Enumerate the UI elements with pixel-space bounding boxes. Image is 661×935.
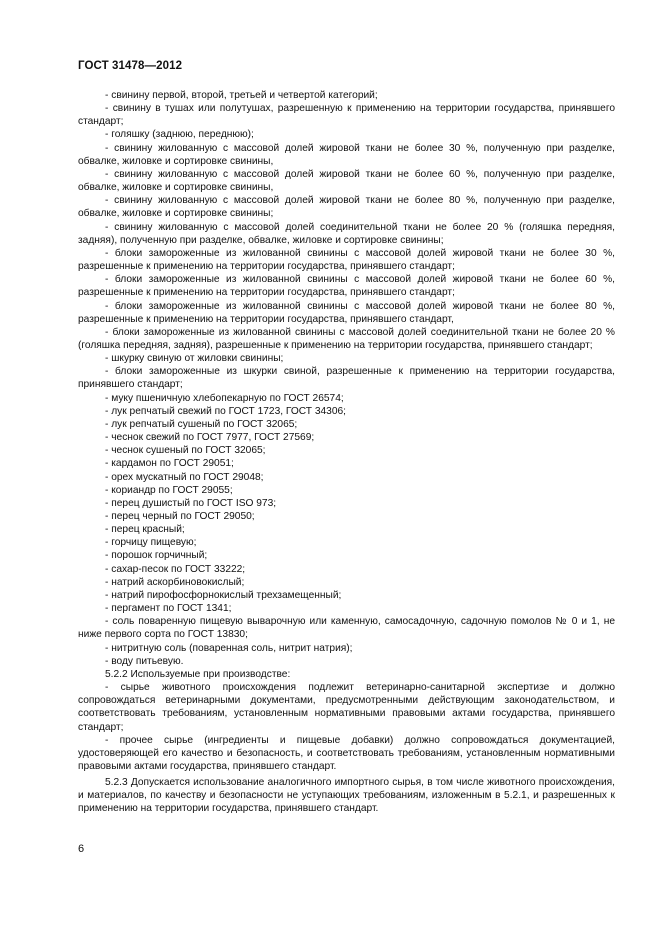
body-paragraph: - соль поваренную пищевую выварочную или каменную, самосадочную, садочную помолов № 0 и 1, не ниже первого сорта по ГОСТ 13830; [78, 616, 615, 641]
body-paragraph: - сырье животного происхождения подлежит ветеринарно-санитарной экспертизе и должно сопровождаться ветеринарными документами, предусмотренными действующим законодательством, и соответствовать требованиям, установленным нормативными правовыми актами государства, принявшего стандарт; [78, 682, 615, 733]
body-paragraph: - натрий аскорбиновокислый; [105, 576, 245, 588]
body-paragraph: - воду питьевую. [105, 655, 184, 667]
body-paragraph: - чеснок сушеный по ГОСТ 32065; [105, 445, 266, 457]
body-paragraph: - блоки замороженные из жилованной свинины с массовой долей жировой ткани не более 30 %, разрешенные к применению на территории государства, принявшего стандарт; [78, 247, 615, 273]
body-paragraph: - свинину первой, второй, третьей и четвертой категорий; [105, 90, 378, 101]
body-paragraph: - горчицу пищевую; [105, 537, 197, 549]
clause-5-2-3: 5.2.3 Допускается использование аналогичного импортного сырья, в том числе животного происхождения, и материалов, по качеству и безопасности не уступающих требованиям, изложенным в 5.2.1, и разрешенных к применению на территории государства, принявшего стандарт. [78, 777, 615, 815]
document-header: ГОСТ 31478—2012 [78, 60, 183, 72]
body-paragraph: - орех мускатный по ГОСТ 29048; [105, 471, 264, 483]
body-paragraph: - кардамон по ГОСТ 29051; [105, 458, 234, 470]
body-paragraph: - перец красный; [105, 524, 185, 536]
body-paragraph: - лук репчатый сушеный по ГОСТ 32065; [105, 418, 298, 430]
body-paragraph: 5.2.2 Используемые при производстве: [105, 668, 291, 680]
body-paragraph: - кориандр по ГОСТ 29055; [105, 484, 233, 496]
body-paragraph: - блоки замороженные из шкурки свиной, разрешенные к применению на территории государства, принявшего стандарт; [78, 366, 615, 391]
body-paragraph: - блоки замороженные из жилованной свинины с массовой долей жировой ткани не более 60 %, разрешенные к применению на территории государства, принявшего стандарт; [78, 274, 615, 299]
body-paragraph: - порошок горчичный; [105, 550, 208, 562]
body-paragraph: - блоки замороженные из жилованной свинины с массовой долей жировой ткани не более 80 %, разрешенные к применению на территории государства, принявшего стандарт, [78, 300, 615, 325]
body-paragraph: - свинину жилованную с массовой долей соединительной ткани не более 20 % (голяшка передняя, задняя), полученную при разделке, обвалке, жиловке и сортировке свинины; [78, 221, 615, 246]
body-paragraph: - лук репчатый свежий по ГОСТ 1723, ГОСТ 34306; [105, 405, 347, 417]
body-paragraph: - перец черный по ГОСТ 29050; [105, 511, 255, 522]
body-paragraph: - прочее сырье (ингредиенты и пищевые добавки) должно сопровождаться документацией, удостоверяющей его качество и безопасность, и соответствовать требованиям, установленным нормативными правовыми актами государства, принявшего стандарт. [78, 734, 615, 772]
body-paragraph: - нитритную соль (поваренная соль, нитрит натрия); [105, 642, 353, 654]
body-paragraph: - чеснок свежий по ГОСТ 7977, ГОСТ 27569; [105, 432, 315, 444]
body-paragraph: - свинину жилованную с массовой долей жировой ткани не более 30 %, полученную при разделке, обвалке, жиловке и сортировке свинины, [78, 142, 615, 167]
body-paragraph: - муку пшеничную хлебопекарную по ГОСТ 26574; [105, 392, 344, 404]
document-body [78, 89, 615, 816]
body-paragraph: - шкурку свиную от жиловки свинины; [105, 353, 284, 365]
body-paragraph: - свинину в тушах или полутушах, разрешенную к применению на территории государства, принявшего стандарт; [78, 103, 615, 128]
body-paragraph: - блоки замороженные из жилованной свинины с массовой долей соединительной ткани не более 20 % (голяшка передняя, задняя), разрешенные к применению на территории государства, принявшего стандарт; [78, 326, 615, 351]
body-paragraph: - натрий пирофосфорнокислый трехзамещенный; [105, 589, 342, 601]
page-number: 6 [78, 843, 85, 855]
body-paragraph: - голяшку (заднюю, переднюю); [105, 129, 254, 141]
body-paragraph: - пергамент по ГОСТ 1341; [105, 603, 232, 615]
body-paragraph: - сахар-песок по ГОСТ 33222; [105, 563, 246, 575]
body-paragraph: - свинину жилованную с массовой долей жировой ткани не более 60 %, полученную при разделке, обвалке, жиловке и сортировке свинины, [78, 168, 615, 194]
body-paragraph: - свинину жилованную с массовой долей жировой ткани не более 80 %, полученную при разделке, обвалке, жиловке и сортировке свинины; [78, 195, 615, 220]
body-paragraph: - перец душистый по ГОСТ ISO 973; [105, 497, 277, 509]
